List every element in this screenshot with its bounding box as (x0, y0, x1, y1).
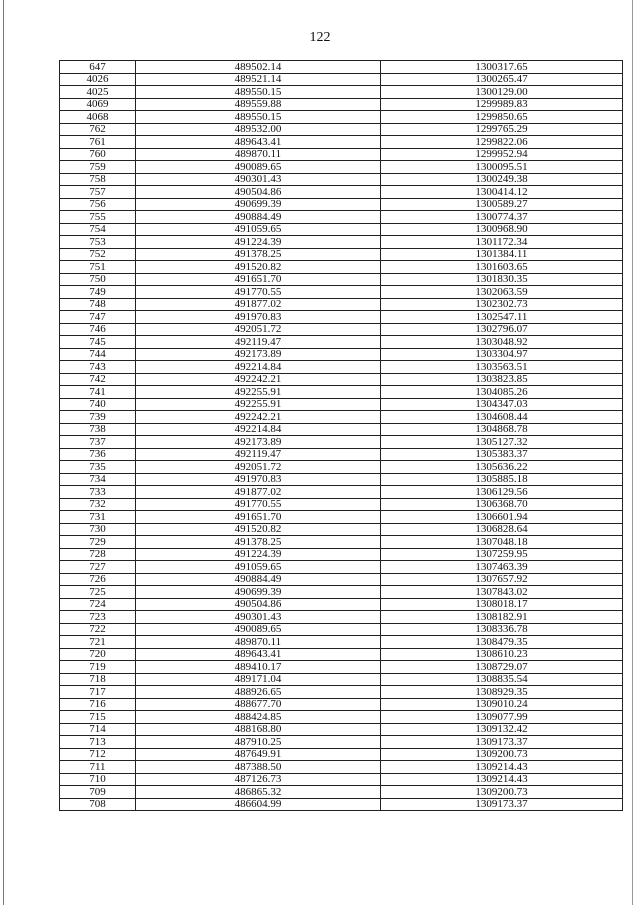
y-coordinate-cell: 1300774.37 (381, 211, 623, 224)
x-coordinate-cell: 489550.15 (136, 111, 381, 124)
table-row (60, 611, 623, 624)
y-coordinate-cell: 1301384.11 (381, 248, 623, 261)
x-coordinate-cell: 491520.82 (136, 261, 381, 274)
x-coordinate-cell: 491378.25 (136, 248, 381, 261)
point-number-cell: 726 (60, 573, 136, 586)
table-row (60, 123, 623, 136)
y-coordinate-cell: 1300265.47 (381, 73, 623, 86)
point-number-cell: 754 (60, 223, 136, 236)
point-number-cell: 724 (60, 598, 136, 611)
x-coordinate-cell: 489502.14 (136, 61, 381, 74)
x-coordinate-cell: 489532.00 (136, 123, 381, 136)
point-number-cell: 717 (60, 686, 136, 699)
x-coordinate-cell: 491378.25 (136, 536, 381, 549)
x-coordinate-cell: 491770.55 (136, 286, 381, 299)
table-row (60, 623, 623, 636)
table-row (60, 523, 623, 536)
table-row (60, 98, 623, 111)
point-number-cell: 741 (60, 386, 136, 399)
table-row (60, 561, 623, 574)
x-coordinate-cell: 492119.47 (136, 448, 381, 461)
point-number-cell: 709 (60, 786, 136, 799)
table-row (60, 361, 623, 374)
point-number-cell: 734 (60, 473, 136, 486)
y-coordinate-cell: 1307048.18 (381, 536, 623, 549)
coordinates-table (59, 60, 623, 811)
coordinates-table-body (60, 61, 623, 811)
y-coordinate-cell: 1308929.35 (381, 686, 623, 699)
x-coordinate-cell: 492119.47 (136, 336, 381, 349)
table-row (60, 798, 623, 811)
point-number-cell: 712 (60, 748, 136, 761)
point-number-cell: 745 (60, 336, 136, 349)
point-number-cell: 721 (60, 636, 136, 649)
x-coordinate-cell: 489643.41 (136, 136, 381, 149)
point-number-cell: 749 (60, 286, 136, 299)
table-row (60, 773, 623, 786)
y-coordinate-cell: 1307463.39 (381, 561, 623, 574)
x-coordinate-cell: 488677.70 (136, 698, 381, 711)
table-row (60, 173, 623, 186)
x-coordinate-cell: 488926.65 (136, 686, 381, 699)
point-number-cell: 720 (60, 648, 136, 661)
table-row (60, 198, 623, 211)
table-row (60, 436, 623, 449)
point-number-cell: 713 (60, 736, 136, 749)
point-number-cell: 727 (60, 561, 136, 574)
y-coordinate-cell: 1301603.65 (381, 261, 623, 274)
x-coordinate-cell: 490699.39 (136, 198, 381, 211)
y-coordinate-cell: 1302796.07 (381, 323, 623, 336)
point-number-cell: 715 (60, 711, 136, 724)
y-coordinate-cell: 1309173.37 (381, 798, 623, 811)
table-row (60, 411, 623, 424)
point-number-cell: 761 (60, 136, 136, 149)
point-number-cell: 729 (60, 536, 136, 549)
x-coordinate-cell: 489870.11 (136, 148, 381, 161)
table-row (60, 273, 623, 286)
y-coordinate-cell: 1309010.24 (381, 698, 623, 711)
point-number-cell: 732 (60, 498, 136, 511)
point-number-cell: 735 (60, 461, 136, 474)
y-coordinate-cell: 1308835.54 (381, 673, 623, 686)
point-number-cell: 740 (60, 398, 136, 411)
table-row (60, 348, 623, 361)
table-row (60, 736, 623, 749)
x-coordinate-cell: 492173.89 (136, 348, 381, 361)
y-coordinate-cell: 1300414.12 (381, 186, 623, 199)
y-coordinate-cell: 1300095.51 (381, 161, 623, 174)
y-coordinate-cell: 1309077.99 (381, 711, 623, 724)
table-row (60, 186, 623, 199)
x-coordinate-cell: 486865.32 (136, 786, 381, 799)
x-coordinate-cell: 491224.39 (136, 236, 381, 249)
y-coordinate-cell: 1299765.29 (381, 123, 623, 136)
x-coordinate-cell: 489171.04 (136, 673, 381, 686)
y-coordinate-cell: 1307259.95 (381, 548, 623, 561)
y-coordinate-cell: 1303304.97 (381, 348, 623, 361)
point-number-cell: 4069 (60, 98, 136, 111)
table-row (60, 73, 623, 86)
x-coordinate-cell: 492173.89 (136, 436, 381, 449)
table-row (60, 386, 623, 399)
x-coordinate-cell: 490301.43 (136, 173, 381, 186)
point-number-cell: 738 (60, 423, 136, 436)
table-row (60, 648, 623, 661)
point-number-cell: 758 (60, 173, 136, 186)
y-coordinate-cell: 1299850.65 (381, 111, 623, 124)
x-coordinate-cell: 490884.49 (136, 211, 381, 224)
x-coordinate-cell: 492242.21 (136, 411, 381, 424)
y-coordinate-cell: 1309214.43 (381, 761, 623, 774)
table-row (60, 86, 623, 99)
point-number-cell: 737 (60, 436, 136, 449)
table-row (60, 511, 623, 524)
x-coordinate-cell: 491651.70 (136, 273, 381, 286)
table-row (60, 311, 623, 324)
point-number-cell: 739 (60, 411, 136, 424)
x-coordinate-cell: 491651.70 (136, 511, 381, 524)
point-number-cell: 762 (60, 123, 136, 136)
point-number-cell: 714 (60, 723, 136, 736)
x-coordinate-cell: 489521.14 (136, 73, 381, 86)
y-coordinate-cell: 1309200.73 (381, 748, 623, 761)
table-row (60, 473, 623, 486)
point-number-cell: 647 (60, 61, 136, 74)
y-coordinate-cell: 1303048.92 (381, 336, 623, 349)
x-coordinate-cell: 489550.15 (136, 86, 381, 99)
table-row (60, 698, 623, 711)
point-number-cell: 733 (60, 486, 136, 499)
point-number-cell: 752 (60, 248, 136, 261)
x-coordinate-cell: 487649.91 (136, 748, 381, 761)
y-coordinate-cell: 1301172.34 (381, 236, 623, 249)
table-row (60, 598, 623, 611)
table-row (60, 298, 623, 311)
point-number-cell: 731 (60, 511, 136, 524)
x-coordinate-cell: 491970.83 (136, 473, 381, 486)
y-coordinate-cell: 1309173.37 (381, 736, 623, 749)
point-number-cell: 743 (60, 361, 136, 374)
y-coordinate-cell: 1303823.85 (381, 373, 623, 386)
table-row (60, 461, 623, 474)
table-row (60, 536, 623, 549)
y-coordinate-cell: 1306601.94 (381, 511, 623, 524)
y-coordinate-cell: 1304868.78 (381, 423, 623, 436)
x-coordinate-cell: 490504.86 (136, 186, 381, 199)
table-row (60, 636, 623, 649)
x-coordinate-cell: 488168.80 (136, 723, 381, 736)
x-coordinate-cell: 491970.83 (136, 311, 381, 324)
x-coordinate-cell: 490089.65 (136, 161, 381, 174)
point-number-cell: 753 (60, 236, 136, 249)
point-number-cell: 759 (60, 161, 136, 174)
page-number: 122 (309, 30, 331, 45)
y-coordinate-cell: 1308018.17 (381, 598, 623, 611)
table-row (60, 248, 623, 261)
x-coordinate-cell: 491877.02 (136, 298, 381, 311)
y-coordinate-cell: 1308610.23 (381, 648, 623, 661)
y-coordinate-cell: 1308182.91 (381, 611, 623, 624)
x-coordinate-cell: 488424.85 (136, 711, 381, 724)
table-row (60, 686, 623, 699)
table-row (60, 711, 623, 724)
x-coordinate-cell: 492255.91 (136, 386, 381, 399)
point-number-cell: 4025 (60, 86, 136, 99)
x-coordinate-cell: 492051.72 (136, 461, 381, 474)
table-row (60, 723, 623, 736)
point-number-cell: 725 (60, 586, 136, 599)
x-coordinate-cell: 491059.65 (136, 561, 381, 574)
y-coordinate-cell: 1299989.83 (381, 98, 623, 111)
y-coordinate-cell: 1309214.43 (381, 773, 623, 786)
y-coordinate-cell: 1309200.73 (381, 786, 623, 799)
y-coordinate-cell: 1306828.64 (381, 523, 623, 536)
table-row (60, 548, 623, 561)
point-number-cell: 760 (60, 148, 136, 161)
table-row (60, 373, 623, 386)
point-number-cell: 746 (60, 323, 136, 336)
table-row (60, 61, 623, 74)
y-coordinate-cell: 1305383.37 (381, 448, 623, 461)
x-coordinate-cell: 491520.82 (136, 523, 381, 536)
table-row (60, 223, 623, 236)
point-number-cell: 728 (60, 548, 136, 561)
y-coordinate-cell: 1302547.11 (381, 311, 623, 324)
y-coordinate-cell: 1305636.22 (381, 461, 623, 474)
point-number-cell: 711 (60, 761, 136, 774)
y-coordinate-cell: 1300129.00 (381, 86, 623, 99)
x-coordinate-cell: 490089.65 (136, 623, 381, 636)
x-coordinate-cell: 489643.41 (136, 648, 381, 661)
point-number-cell: 722 (60, 623, 136, 636)
y-coordinate-cell: 1299822.06 (381, 136, 623, 149)
table-row (60, 486, 623, 499)
y-coordinate-cell: 1306129.56 (381, 486, 623, 499)
table-row (60, 573, 623, 586)
y-coordinate-cell: 1300249.38 (381, 173, 623, 186)
y-coordinate-cell: 1305127.32 (381, 436, 623, 449)
point-number-cell: 742 (60, 373, 136, 386)
y-coordinate-cell: 1300317.65 (381, 61, 623, 74)
point-number-cell: 4068 (60, 111, 136, 124)
x-coordinate-cell: 486604.99 (136, 798, 381, 811)
x-coordinate-cell: 489410.17 (136, 661, 381, 674)
x-coordinate-cell: 490504.86 (136, 598, 381, 611)
y-coordinate-cell: 1304085.26 (381, 386, 623, 399)
x-coordinate-cell: 491224.39 (136, 548, 381, 561)
y-coordinate-cell: 1300968.90 (381, 223, 623, 236)
x-coordinate-cell: 492214.84 (136, 361, 381, 374)
point-number-cell: 757 (60, 186, 136, 199)
x-coordinate-cell: 487388.50 (136, 761, 381, 774)
point-number-cell: 756 (60, 198, 136, 211)
x-coordinate-cell: 491059.65 (136, 223, 381, 236)
table-row (60, 161, 623, 174)
point-number-cell: 4026 (60, 73, 136, 86)
y-coordinate-cell: 1304347.03 (381, 398, 623, 411)
y-coordinate-cell: 1302063.59 (381, 286, 623, 299)
point-number-cell: 719 (60, 661, 136, 674)
x-coordinate-cell: 489559.88 (136, 98, 381, 111)
table-row (60, 398, 623, 411)
point-number-cell: 723 (60, 611, 136, 624)
table-row (60, 661, 623, 674)
table-row (60, 136, 623, 149)
x-coordinate-cell: 492214.84 (136, 423, 381, 436)
table-row (60, 211, 623, 224)
point-number-cell: 748 (60, 298, 136, 311)
point-number-cell: 755 (60, 211, 136, 224)
x-coordinate-cell: 490884.49 (136, 573, 381, 586)
x-coordinate-cell: 491770.55 (136, 498, 381, 511)
y-coordinate-cell: 1307843.02 (381, 586, 623, 599)
y-coordinate-cell: 1300589.27 (381, 198, 623, 211)
point-number-cell: 751 (60, 261, 136, 274)
y-coordinate-cell: 1306368.70 (381, 498, 623, 511)
y-coordinate-cell: 1308336.78 (381, 623, 623, 636)
y-coordinate-cell: 1308479.35 (381, 636, 623, 649)
y-coordinate-cell: 1308729.07 (381, 661, 623, 674)
table-row (60, 498, 623, 511)
table-row (60, 748, 623, 761)
x-coordinate-cell: 490301.43 (136, 611, 381, 624)
y-coordinate-cell: 1305885.18 (381, 473, 623, 486)
y-coordinate-cell: 1302302.73 (381, 298, 623, 311)
table-row (60, 586, 623, 599)
x-coordinate-cell: 492255.91 (136, 398, 381, 411)
table-row (60, 286, 623, 299)
point-number-cell: 708 (60, 798, 136, 811)
table-row (60, 423, 623, 436)
table-row (60, 336, 623, 349)
point-number-cell: 747 (60, 311, 136, 324)
point-number-cell: 744 (60, 348, 136, 361)
x-coordinate-cell: 492051.72 (136, 323, 381, 336)
table-row (60, 148, 623, 161)
table-row (60, 673, 623, 686)
y-coordinate-cell: 1301830.35 (381, 273, 623, 286)
x-coordinate-cell: 492242.21 (136, 373, 381, 386)
table-row (60, 323, 623, 336)
y-coordinate-cell: 1303563.51 (381, 361, 623, 374)
x-coordinate-cell: 487126.73 (136, 773, 381, 786)
x-coordinate-cell: 489870.11 (136, 636, 381, 649)
table-row (60, 261, 623, 274)
point-number-cell: 716 (60, 698, 136, 711)
x-coordinate-cell: 487910.25 (136, 736, 381, 749)
y-coordinate-cell: 1299952.94 (381, 148, 623, 161)
page-edge-left (3, 0, 4, 905)
point-number-cell: 710 (60, 773, 136, 786)
y-coordinate-cell: 1309132.42 (381, 723, 623, 736)
table-row (60, 111, 623, 124)
table-row (60, 761, 623, 774)
table-row (60, 236, 623, 249)
page-edge-right (632, 0, 633, 905)
point-number-cell: 750 (60, 273, 136, 286)
table-row (60, 448, 623, 461)
point-number-cell: 718 (60, 673, 136, 686)
point-number-cell: 730 (60, 523, 136, 536)
table-row (60, 786, 623, 799)
x-coordinate-cell: 490699.39 (136, 586, 381, 599)
y-coordinate-cell: 1304608.44 (381, 411, 623, 424)
point-number-cell: 736 (60, 448, 136, 461)
y-coordinate-cell: 1307657.92 (381, 573, 623, 586)
x-coordinate-cell: 491877.02 (136, 486, 381, 499)
